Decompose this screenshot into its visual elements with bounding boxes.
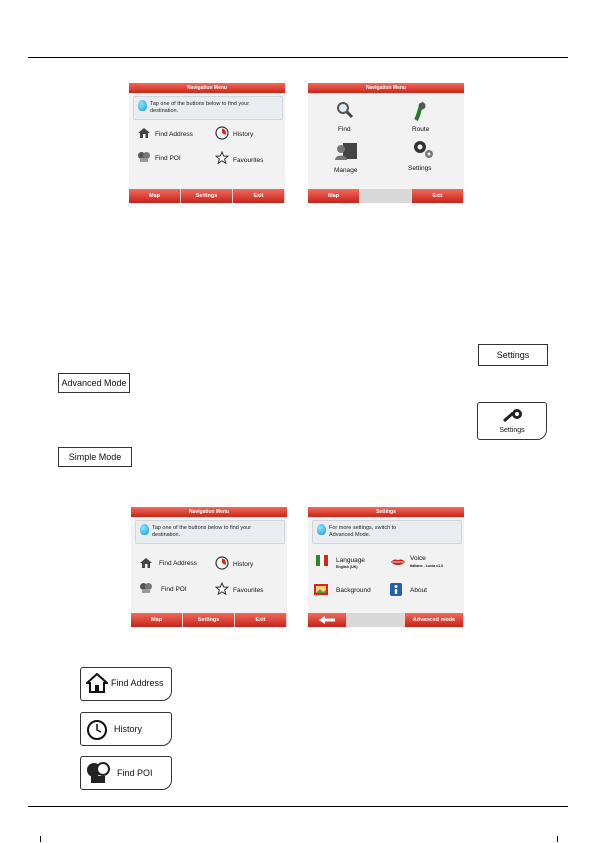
poi-icon [86,761,112,785]
poi-icon [137,151,151,163]
exit-button[interactable]: Exit [235,613,287,627]
tip-text: For more settings, switch to Advanced Mode. [329,525,397,538]
history-label: History [114,724,143,734]
background-item[interactable]: Background [336,587,371,594]
screen-title: Settings [308,507,464,517]
voice-item[interactable]: Voice [410,555,426,562]
map-button[interactable]: Map [129,189,181,203]
clock-icon [86,719,108,741]
house-icon [137,127,151,139]
screen-navigation-menu-simple [129,83,285,203]
empty-slot [347,613,405,627]
manage-icon [334,141,358,161]
about-item[interactable]: About [410,587,427,594]
bulb-icon [140,524,149,535]
screen-navigation-menu-simple-2 [131,507,287,627]
star-icon [215,151,229,164]
history-icon-button-image [80,712,172,746]
gear-icon [412,139,434,159]
favourites-item[interactable]: Favourites [233,157,264,164]
info-icon [390,583,402,596]
bottom-bar [131,613,287,627]
house-icon [139,557,153,569]
simple-mode-button-image: Simple Mode [58,447,132,467]
find-address-icon-button-image [80,667,172,701]
bottom-bar [129,189,285,203]
back-arrow-icon [318,615,336,625]
settings-item[interactable]: Settings [408,165,432,172]
find-address-item[interactable]: Find Address [159,560,197,567]
screen-title: Navigation Menu [131,507,287,517]
picture-icon [314,584,328,595]
tip-box [133,96,283,120]
route-icon [412,101,430,121]
settings-button[interactable]: Settings [181,189,233,203]
screen-title: Navigation Menu [129,83,285,93]
bottom-bar [308,613,464,627]
route-item[interactable]: Route [412,126,430,133]
empty-slot [360,189,412,203]
language-value: English (UK) [336,565,358,569]
bulb-icon [138,100,147,111]
screen-title: Navigation Menu [308,83,464,93]
top-rule [28,57,568,58]
clock-icon [215,556,229,570]
find-poi-icon-button-image [80,756,172,790]
history-item[interactable]: History [233,561,254,568]
bottom-rule [28,806,568,807]
back-button[interactable] [308,613,347,627]
find-poi-label: Find POI [117,768,153,778]
find-item[interactable]: Find [338,126,351,133]
find-address-label: Find Address [111,678,164,688]
favourites-item[interactable]: Favourites [233,587,264,594]
exit-button[interactable]: Exit [412,189,464,203]
exit-button[interactable]: Exit [233,189,285,203]
magnifier-icon [336,101,354,119]
crop-mark-right [557,836,558,842]
tip-box [312,520,462,544]
find-poi-item[interactable]: Find POI [155,155,181,162]
star-icon [215,582,229,595]
settings-button[interactable]: Settings [183,613,235,627]
find-address-item[interactable]: Find Address [155,131,193,138]
clock-icon [215,126,229,140]
language-item[interactable]: Language [336,557,365,564]
settings-icon-label: Settings [499,427,525,434]
lips-icon [390,558,406,566]
flag-icon [316,555,328,566]
tip-text: Tap one of the buttons below to find your destination. [152,525,252,538]
settings-icon-button-image [477,402,547,440]
screen-settings [308,507,464,627]
map-button[interactable]: Map [131,613,183,627]
wrench-icon [502,407,524,423]
bulb-icon [317,524,326,535]
settings-button-image: Settings [478,344,548,366]
crop-mark-left [40,836,41,842]
poi-icon [139,582,153,594]
advanced-mode-button[interactable]: Advanced mode [405,613,464,627]
manage-item[interactable]: Manage [334,167,358,174]
house-icon [86,673,108,693]
tip-text: Tap one of the buttons below to find your destination. [150,101,250,114]
tip-box [135,520,285,544]
map-button[interactable]: Map [308,189,360,203]
history-item[interactable]: History [233,131,254,138]
screen-navigation-menu-advanced [308,83,464,203]
bottom-bar [308,189,464,203]
voice-value: Italiano - Lucia v1.0 [410,564,444,568]
advanced-mode-button-image: Advanced Mode [58,373,130,393]
find-poi-item[interactable]: Find POI [161,586,187,593]
